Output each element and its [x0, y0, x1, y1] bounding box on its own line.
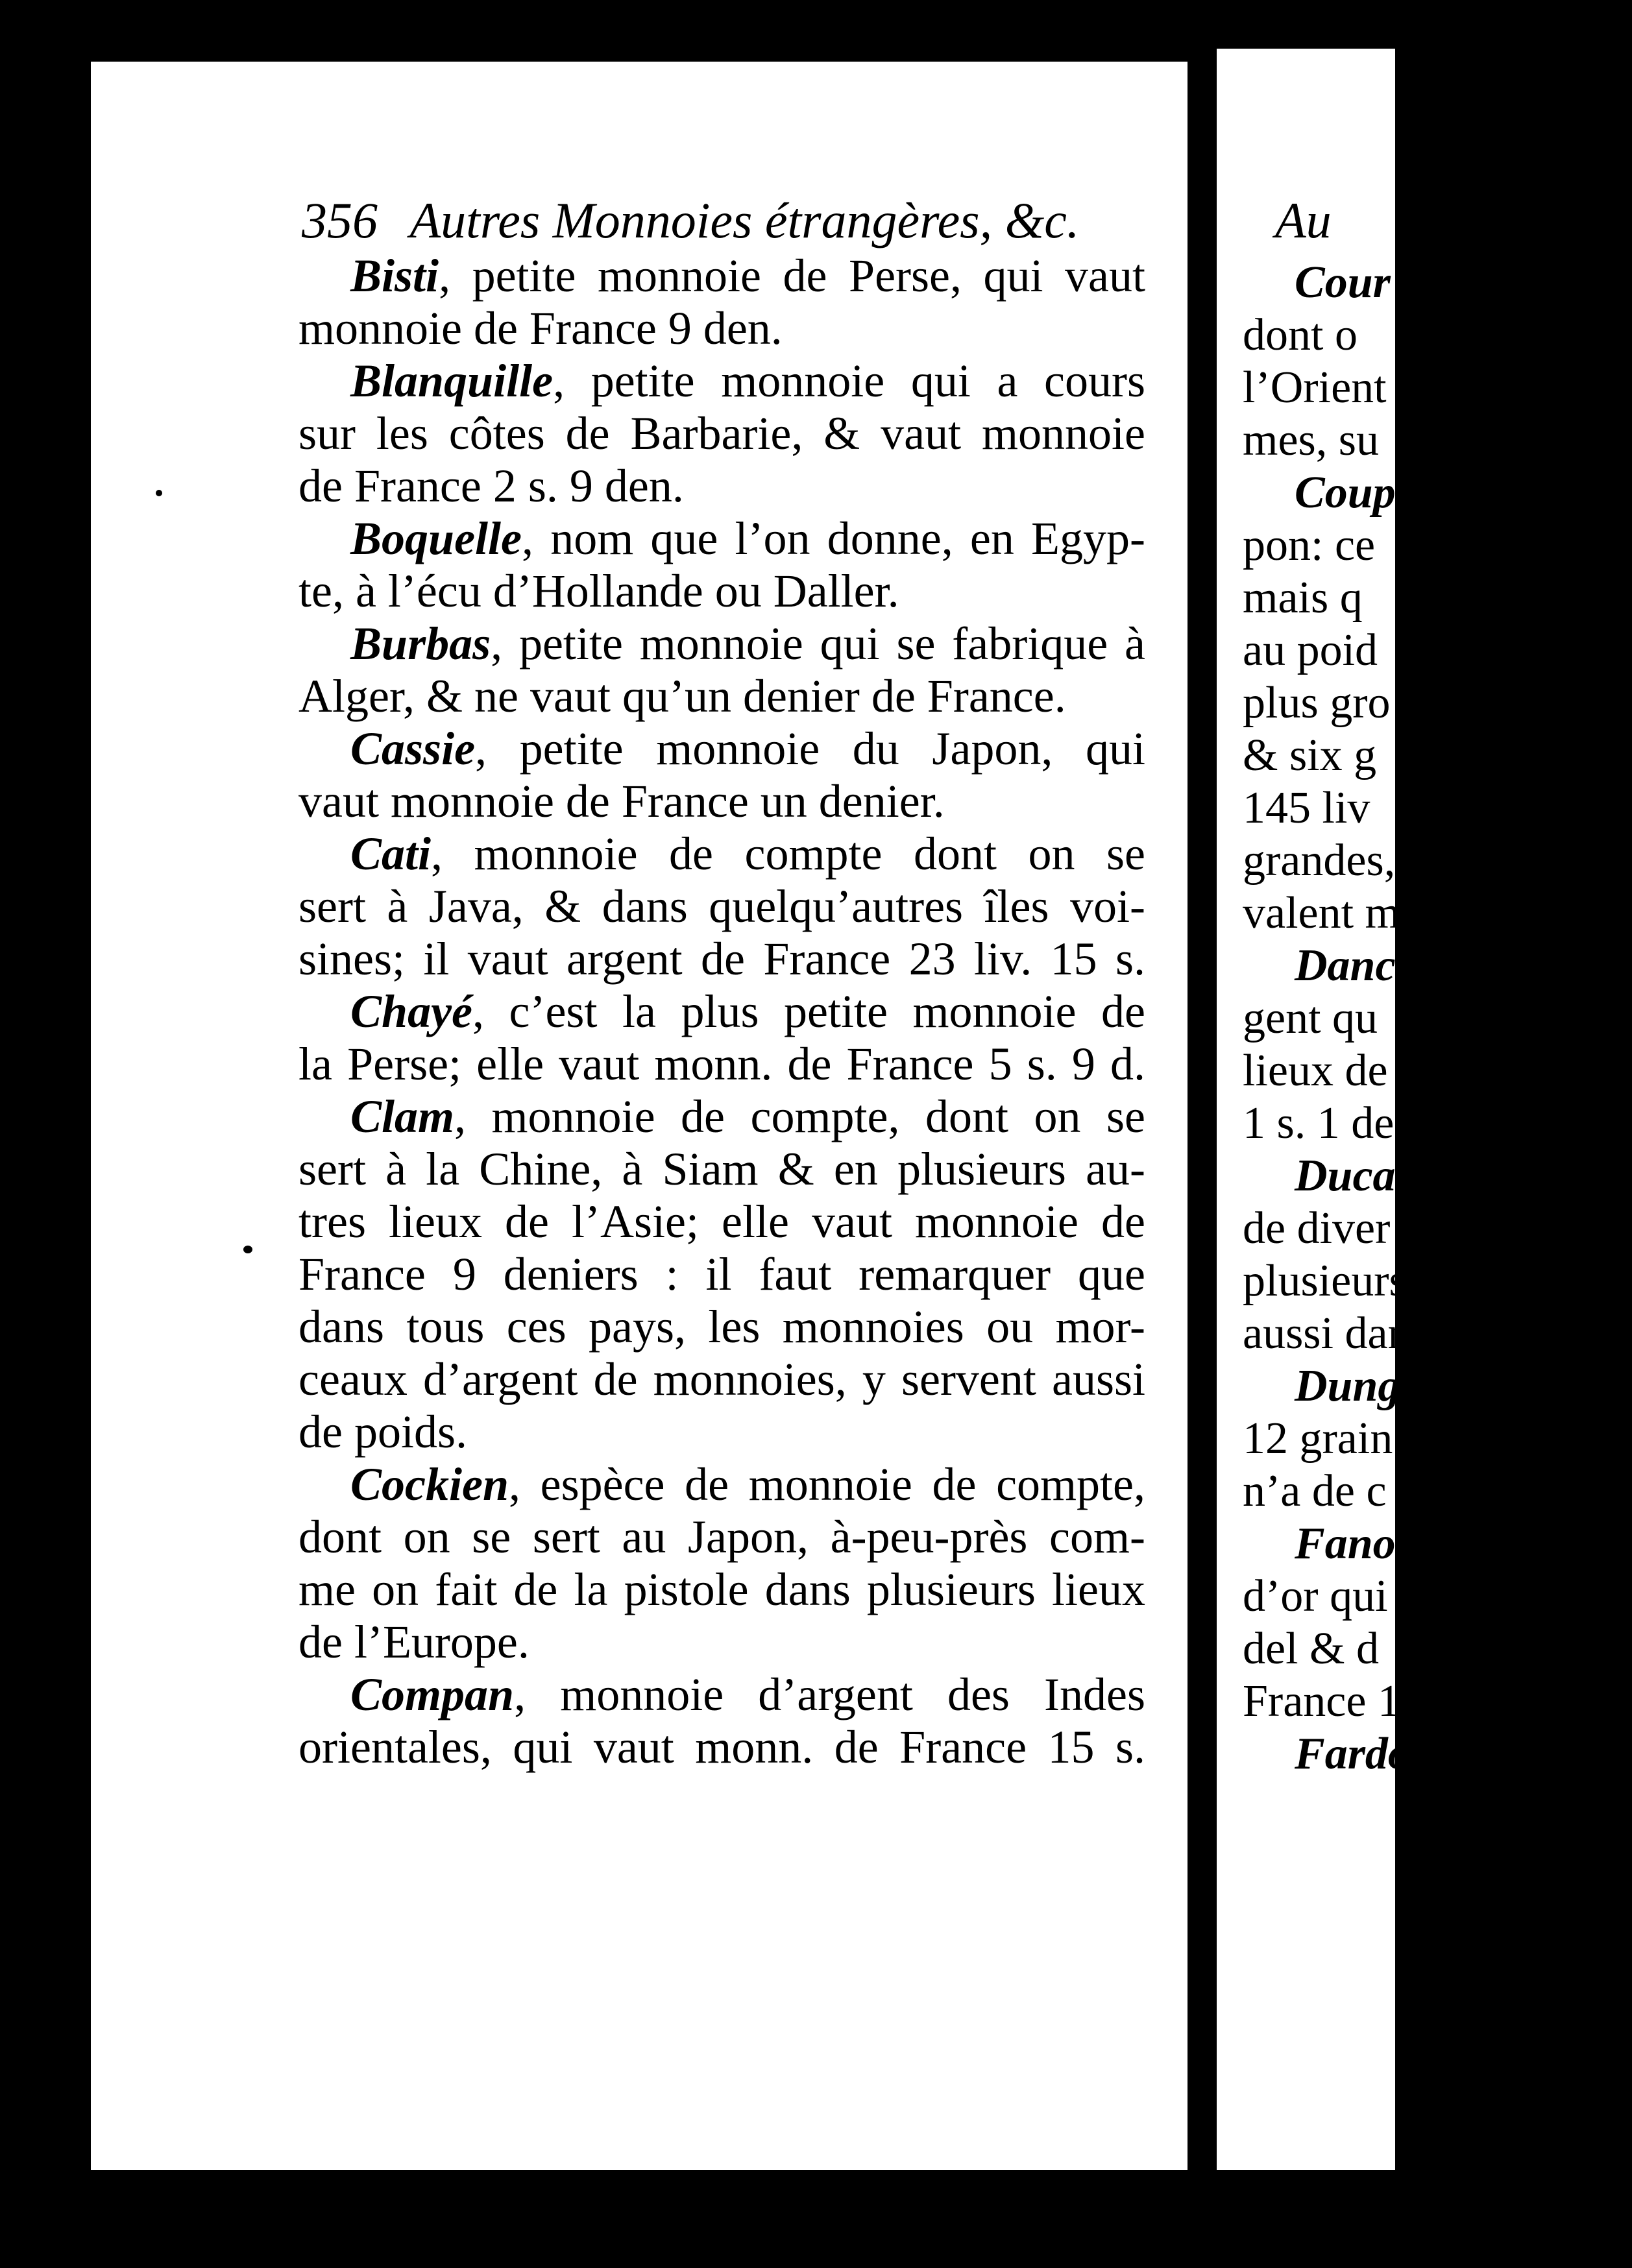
entry-term: Ducat	[1295, 1151, 1408, 1201]
entry-text: de diver	[1243, 1203, 1391, 1253]
entry-text: , monnoie de compte, dont on se	[454, 1091, 1145, 1142]
entry-text: 12 grain	[1243, 1414, 1393, 1464]
entry-text: me on fait de la pistole dans plusieurs lieux	[298, 1563, 1145, 1615]
entry-term: Cassie	[350, 723, 476, 775]
ink-speck	[243, 1246, 252, 1253]
entry-text: , petite monnoie de Perse, qui vaut	[439, 250, 1145, 302]
text-line	[298, 1406, 1145, 1458]
text-line	[1243, 624, 1632, 677]
text-line	[298, 933, 1145, 985]
entry-first-line	[1243, 466, 1632, 519]
text-line	[298, 775, 1145, 828]
text-line	[298, 1721, 1145, 1774]
entry-text: , nom que l’on donne, en Egyp-	[522, 513, 1145, 564]
entry-first-line	[298, 985, 1145, 1038]
entry-text: la Perse; elle vaut monn. de France 5 s. 9 d.	[298, 1038, 1145, 1090]
entry-first-line	[1243, 1517, 1632, 1570]
entry-text: , petite monnoie qui se fabrique à	[491, 618, 1145, 670]
text-line	[298, 1038, 1145, 1091]
entry-term: Cockien	[350, 1458, 509, 1510]
entry-term: Clam	[350, 1091, 455, 1142]
entry-first-line	[298, 618, 1145, 670]
left-text-column	[298, 250, 1145, 1774]
gutter	[1187, 39, 1217, 2180]
entry-text: te, à l’écu d’Hollande ou Daller.	[298, 565, 899, 617]
entry-term: Fardos	[1295, 1729, 1429, 1779]
ink-speck	[156, 490, 162, 496]
entry-text: sur les côtes de Barbarie, & vaut monnoie	[298, 407, 1145, 459]
entry-text: sert à Java, & dans quelqu’autres îles voi-	[298, 880, 1145, 932]
entry-first-line	[298, 1091, 1145, 1143]
entry-term: Cati	[350, 828, 432, 880]
text-line	[298, 1196, 1145, 1248]
text-line	[1243, 1202, 1632, 1255]
entry-term: Burbas	[350, 618, 491, 670]
text-line	[1243, 1255, 1632, 1307]
text-line	[1243, 361, 1632, 414]
text-line	[298, 670, 1145, 723]
text-line	[1243, 677, 1632, 729]
text-line	[298, 1616, 1145, 1669]
entry-text: de l’Europe.	[298, 1616, 530, 1668]
entry-first-line	[298, 828, 1145, 880]
right-running-head: Au	[1275, 192, 1332, 248]
page-header	[302, 185, 1243, 256]
entry-text: del & d	[1243, 1624, 1379, 1674]
entry-text: ceaux d’argent de monnoies, y servent aussi	[298, 1353, 1145, 1405]
entry-text: France 1	[1243, 1676, 1400, 1726]
entry-text: 1 s. 1 de	[1243, 1098, 1395, 1148]
entry-text: dont on se sert au Japon, à-peu-près com-	[298, 1511, 1145, 1563]
entry-first-line	[298, 1458, 1145, 1511]
entry-first-line	[298, 355, 1145, 407]
text-line	[1243, 1675, 1632, 1728]
entry-term: Boquelle	[350, 513, 522, 564]
entry-text: n’a de c	[1243, 1466, 1387, 1516]
entry-term: Compan	[350, 1669, 515, 1720]
entry-text: tres lieux de l’Asie; elle vaut monnoie de	[298, 1196, 1145, 1248]
text-line	[298, 1353, 1145, 1406]
text-line	[1243, 1570, 1632, 1623]
entry-text: orientales, qui vaut monn. de France 15 s.	[298, 1721, 1145, 1773]
entry-term: Dung	[1295, 1361, 1401, 1411]
page-number: 356	[302, 192, 378, 248]
entry-text: aussi dan	[1243, 1309, 1411, 1358]
text-line	[1243, 519, 1632, 572]
text-line	[298, 302, 1145, 355]
entry-text: France 9 deniers : il faut remarquer que	[298, 1248, 1145, 1300]
entry-text: vaut monnoie de France un denier.	[298, 775, 945, 827]
entry-text: au poid	[1243, 625, 1378, 675]
text-line	[298, 1143, 1145, 1196]
entry-first-line	[298, 723, 1145, 775]
text-line	[1243, 1623, 1632, 1675]
text-line	[1243, 729, 1632, 782]
text-line	[298, 880, 1145, 933]
text-line	[1243, 572, 1632, 624]
text-line	[298, 407, 1145, 460]
entry-text: sines; il vaut argent de France 23 liv. 15 s.	[298, 933, 1145, 985]
text-line	[298, 1248, 1145, 1301]
entry-first-line	[298, 513, 1145, 565]
right-text-column	[1243, 256, 1632, 1780]
entry-term: Bisti	[350, 250, 439, 302]
text-line	[1243, 414, 1632, 466]
text-line	[1243, 1044, 1632, 1097]
text-line	[1243, 782, 1632, 834]
entry-text: mais q	[1243, 573, 1363, 623]
entry-text: , monnoie de compte dont on se	[431, 828, 1145, 880]
text-line	[1243, 1097, 1632, 1150]
entry-first-line	[298, 1669, 1145, 1721]
entry-text: d’or qui	[1243, 1571, 1388, 1621]
entry-text: , petite monnoie du Japon, qui	[475, 723, 1145, 775]
entry-term: Fanon	[1295, 1519, 1421, 1569]
entry-first-line	[1243, 1728, 1632, 1780]
text-line	[1243, 992, 1632, 1044]
entry-text: lieux de	[1243, 1046, 1388, 1096]
text-line	[298, 460, 1145, 513]
entry-text: , monnoie d’argent des Indes	[514, 1669, 1145, 1720]
entry-text: grandes,	[1243, 836, 1396, 886]
entry-first-line	[298, 250, 1145, 302]
text-line	[298, 1301, 1145, 1353]
entry-text: 145 liv	[1243, 783, 1370, 833]
text-line	[1243, 309, 1632, 361]
entry-text: mes, su	[1243, 415, 1379, 465]
text-line	[298, 1511, 1145, 1563]
entry-term: Coup	[1295, 468, 1396, 518]
entry-text: l’Orient	[1243, 363, 1387, 413]
text-line	[1243, 1307, 1632, 1360]
entry-text: pon: ce	[1243, 520, 1376, 570]
text-line	[298, 565, 1145, 618]
entry-text: , espèce de monnoie de compte,	[508, 1458, 1145, 1510]
entry-text: , petite monnoie qui a cours	[553, 355, 1145, 407]
entry-term: Blanquille	[350, 355, 554, 407]
entry-term: Cour	[1295, 258, 1391, 308]
entry-text: sert à la Chine, à Siam & en plusieurs au-	[298, 1143, 1145, 1195]
entry-first-line	[1243, 939, 1632, 992]
entry-text: de poids.	[298, 1406, 467, 1458]
text-line	[1243, 1465, 1632, 1517]
entry-text: valent m	[1243, 888, 1400, 938]
text-line	[1243, 834, 1632, 887]
entry-text: monnoie de France 9 den.	[298, 302, 783, 354]
entry-term: Danc	[1295, 941, 1396, 991]
text-line	[298, 1563, 1145, 1616]
entry-text: , c’est la plus petite monnoie de	[472, 985, 1145, 1037]
text-line	[1243, 887, 1632, 939]
entry-text: plus gro	[1243, 678, 1391, 728]
entry-text: dont o	[1243, 310, 1358, 360]
entry-text: plusieurs	[1243, 1256, 1407, 1306]
running-head: Autres Monnoies étrangères, &c.	[409, 192, 1080, 248]
text-line	[1243, 1412, 1632, 1465]
entry-term: Chayé	[350, 985, 472, 1037]
entry-first-line	[1243, 1360, 1632, 1412]
entry-first-line	[1243, 256, 1632, 309]
right-page	[1217, 49, 1429, 2170]
entry-text: de France 2 s. 9 den.	[298, 460, 684, 512]
entry-text: Alger, & ne vaut qu’un denier de France.	[298, 670, 1066, 722]
entry-text: gent qu	[1243, 993, 1378, 1043]
entry-first-line	[1243, 1150, 1632, 1202]
entry-text: & six g	[1243, 730, 1377, 780]
entry-text: dans tous ces pays, les monnoies ou mor-	[298, 1301, 1145, 1353]
left-page	[91, 62, 1187, 2170]
